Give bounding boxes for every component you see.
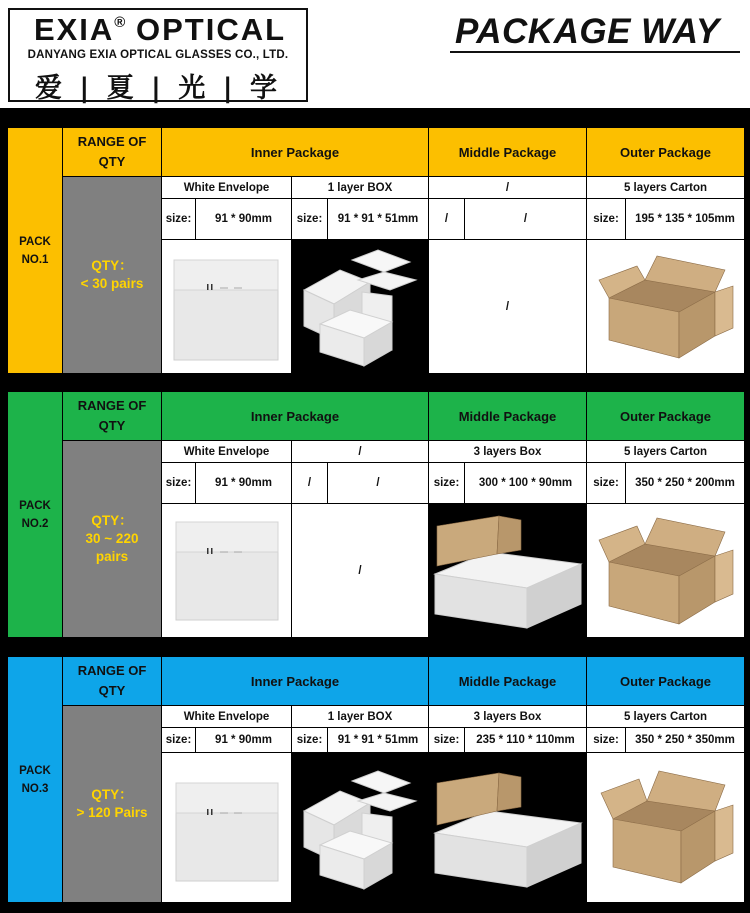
band-separator-2: [0, 637, 750, 657]
pack-2-3layer-box-photo: [429, 504, 586, 637]
pack-1-qty: QTY： < 30 pairs: [63, 177, 161, 373]
pack-2-middle-name: 3 layers Box: [429, 441, 586, 462]
pack-1-middle-photo-empty: /: [429, 240, 586, 373]
pack-2-outer-header: Outer Package: [587, 392, 744, 440]
logo-wordmark: EXIA® OPTICAL: [33, 12, 287, 47]
pack-2-inner1-size-label: size:: [162, 463, 195, 503]
pack-1-middle-size: /: [465, 199, 586, 239]
pack-2-middle-size: 300 * 100 * 90mm: [465, 463, 586, 503]
pack-1-range-header: RANGE OF QTY: [63, 128, 161, 176]
pack-1-outer-header: Outer Package: [587, 128, 744, 176]
pack-1-inner2-size: 91 * 91 * 51mm: [328, 199, 428, 239]
pack-1-label: PACK NO.1: [8, 128, 62, 373]
pack-3-label: PACK NO.3: [8, 657, 62, 902]
pack-3-inner1-size-label: size:: [162, 728, 195, 752]
pack-3-outer-size-label: size:: [587, 728, 625, 752]
pack-1-outer-size: 195 * 135 * 105mm: [626, 199, 744, 239]
pack-2-inner2-size: /: [328, 463, 428, 503]
pack-2-carton-photo: [587, 504, 744, 637]
pack-2-inner2-name: /: [292, 441, 428, 462]
pack-3-inner2-size: 91 * 91 * 51mm: [328, 728, 428, 752]
pack-2-inner2-photo-empty: /: [292, 504, 428, 637]
pack-3-inner1-size: 91 * 90mm: [196, 728, 291, 752]
pack-3-middle-size-label: size:: [429, 728, 464, 752]
pack-3-qty: QTY： > 120 Pairs: [63, 706, 161, 902]
pack-3-white-box-photo: [292, 753, 428, 902]
pack-1-inner2-name: 1 layer BOX: [292, 177, 428, 198]
pack-3-outer-name: 5 layers Carton: [587, 706, 744, 727]
band-top: [0, 108, 750, 128]
logo-company-name: DANYANG EXIA OPTICAL GLASSES CO., LTD.: [27, 49, 289, 61]
pack-2-qty: QTY： 30 ~ 220 pairs: [63, 441, 161, 637]
pack-1-inner1-size-label: size:: [162, 199, 195, 239]
pack-1-middle-name: /: [429, 177, 586, 198]
pack-2-inner-header: Inner Package: [162, 392, 428, 440]
pack-3-inner2-name: 1 layer BOX: [292, 706, 428, 727]
pack-2-inner1-size: 91 * 90mm: [196, 463, 291, 503]
band-separator-1: [0, 373, 750, 391]
pack-1-middle-size-label: /: [429, 199, 464, 239]
pack-2-outer-size: 350 * 250 * 200mm: [626, 463, 744, 503]
page-title: PACKAGE WAY: [455, 12, 720, 51]
pack-3-middle-size: 235 * 110 * 110mm: [465, 728, 586, 752]
pack-2-outer-name: 5 layers Carton: [587, 441, 744, 462]
pack-3-outer-size: 350 * 250 * 350mm: [626, 728, 744, 752]
pack-1-envelope-photo: [162, 240, 291, 373]
pack-2-middle-size-label: size:: [429, 463, 464, 503]
pack-3-envelope-photo: [162, 753, 291, 902]
pack-2-label: PACK NO.2: [8, 392, 62, 637]
pack-1-outer-size-label: size:: [587, 199, 625, 239]
pack-3-range-header: RANGE OF QTY: [63, 657, 161, 705]
pack-2-inner1-name: White Envelope: [162, 441, 291, 462]
pack-1-inner1-name: White Envelope: [162, 177, 291, 198]
pack-3-inner-header: Inner Package: [162, 657, 428, 705]
pack-1-white-box-photo: [292, 240, 428, 373]
pack-2-range-header: RANGE OF QTY: [63, 392, 161, 440]
pack-2-envelope-photo: [162, 504, 291, 637]
title-underline: [450, 51, 740, 53]
pack-1-inner-header: Inner Package: [162, 128, 428, 176]
pack-3-middle-header: Middle Package: [429, 657, 586, 705]
pack-1-inner1-size: 91 * 90mm: [196, 199, 291, 239]
pack-2-outer-size-label: size:: [587, 463, 625, 503]
logo-chinese-name: 爱 | 夏 | 光 | 学: [35, 73, 281, 104]
pack-3-inner1-name: White Envelope: [162, 706, 291, 727]
pack-3-outer-header: Outer Package: [587, 657, 744, 705]
pack-3-3layer-box-photo: [429, 753, 586, 902]
pack-1-carton-photo: [587, 240, 744, 373]
pack-1-inner2-size-label: size:: [292, 199, 327, 239]
pack-3-inner2-size-label: size:: [292, 728, 327, 752]
pack-2-inner2-size-label: /: [292, 463, 327, 503]
pack-1-middle-header: Middle Package: [429, 128, 586, 176]
pack-3-middle-name: 3 layers Box: [429, 706, 586, 727]
company-logo: [8, 8, 308, 102]
pack-1-outer-name: 5 layers Carton: [587, 177, 744, 198]
pack-2-middle-header: Middle Package: [429, 392, 586, 440]
pack-3-carton-photo: [587, 753, 744, 902]
